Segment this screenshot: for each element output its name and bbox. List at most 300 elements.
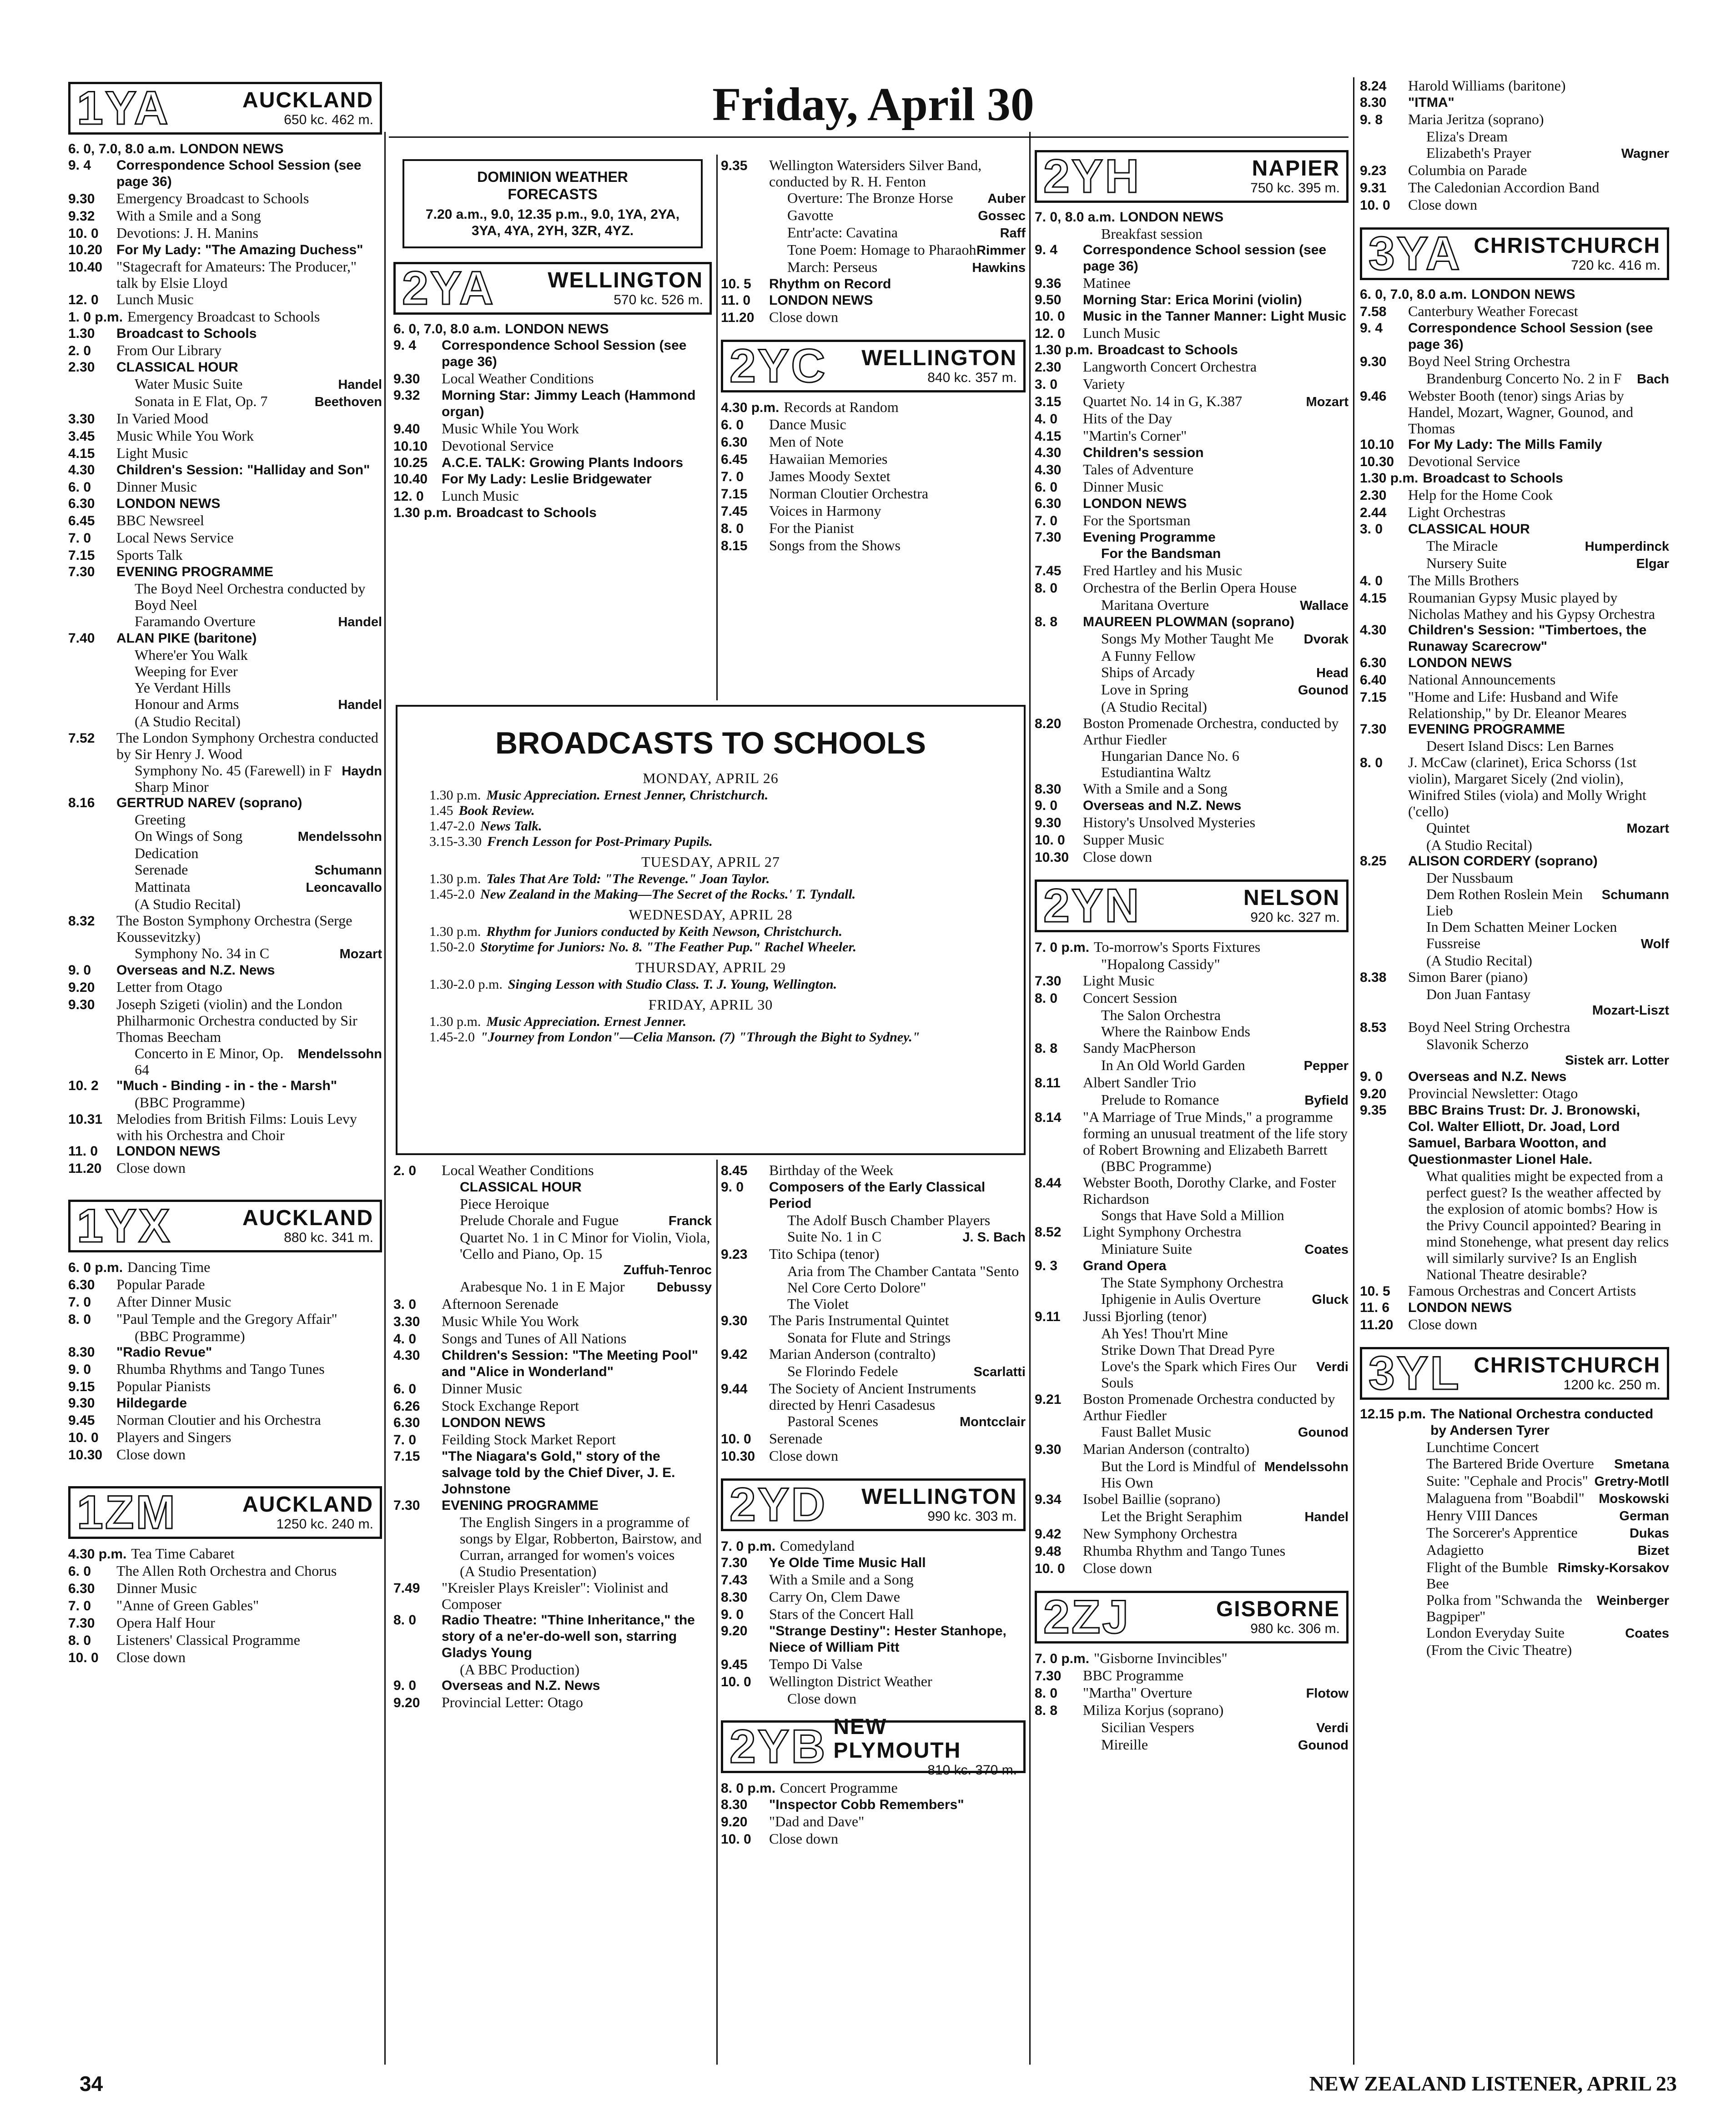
program-title: Broadcast to Schools	[116, 326, 257, 341]
program-entry	[1035, 376, 1349, 393]
program-title: BBC Brains Trust: Dr. J. Bronowski, Col. Walter Elliott, Dr. Joad, Lord Samuel, Barbara Wootton, and Questionmaster Lionel Hale.	[1408, 1103, 1640, 1167]
program-entry	[1360, 819, 1669, 837]
program-entry	[1360, 1316, 1669, 1333]
program-title: Hungarian Dance No. 6	[1101, 748, 1239, 764]
program-entry	[1035, 1441, 1349, 1458]
program-entry	[393, 1431, 712, 1448]
program-title: Devotional Service	[442, 437, 554, 454]
program-title: "Gisborne Invincibles"	[1094, 1650, 1228, 1666]
program-title: Malaguena from "Boabdil"	[1426, 1490, 1585, 1506]
program-title: The Allen Roth Orchestra and Chorus	[116, 1563, 337, 1579]
program-entry	[721, 451, 1026, 468]
program-time: 7.30	[1035, 974, 1062, 989]
program-time: 7.58	[1360, 304, 1387, 319]
program-entry	[1035, 1023, 1349, 1040]
composer: Montcclair	[959, 1415, 1026, 1429]
program-entry	[1360, 853, 1669, 870]
program-time: 9.30	[1035, 1442, 1062, 1457]
program-title: Serenade	[135, 861, 188, 878]
program-title: Honour and Arms	[135, 696, 239, 712]
program-title: Overture: The Bronze Horse	[787, 190, 953, 206]
program-title: Symphony No. 34 in C	[135, 945, 270, 961]
program-entry	[1035, 1525, 1349, 1543]
program-entry	[1035, 226, 1349, 242]
schools-day-heading: THURSDAY, APRIL 29	[635, 959, 786, 975]
program-entry	[1360, 303, 1669, 320]
program-title: "Inspector Cobb Remembers"	[769, 1797, 964, 1812]
station-header-3ya	[1360, 227, 1669, 280]
schools-entry	[429, 977, 992, 992]
program-title: "Kreisler Plays Kreisler": Violinist and Composer	[442, 1579, 669, 1612]
program-title: Voices in Harmony	[769, 503, 881, 519]
composer: Mozart	[339, 947, 382, 961]
schools-topic: News Talk.	[480, 819, 542, 834]
program-entry	[1035, 614, 1349, 630]
program-title: Serenade	[769, 1430, 823, 1447]
program-entry	[68, 912, 382, 945]
program-time: 9.45	[721, 1657, 748, 1672]
program-title: EVENING PROGRAMME	[442, 1498, 599, 1513]
program-entry	[721, 416, 1026, 433]
program-list	[721, 1162, 1026, 1465]
composer: Humperdinck	[1585, 539, 1669, 554]
station-header-1ya	[68, 82, 382, 135]
column-rule	[716, 155, 718, 700]
program-entry	[68, 1276, 382, 1293]
program-time: 8.30	[1360, 95, 1387, 110]
program-title: Flight of the Bumble Bee	[1426, 1559, 1548, 1592]
program-time: 6.30	[721, 435, 748, 450]
program-time: 7. 0	[1035, 513, 1058, 528]
program-title: BBC Programme	[1083, 1667, 1184, 1684]
program-entry	[721, 1312, 1026, 1329]
program-title: J. McCaw (clarinet), Erica Schorss (1st violin), Margaret Sicely (2nd violin), Winifred Stiles (viola) and Molly Wright ('cello)	[1408, 754, 1646, 819]
program-entry	[1035, 699, 1349, 715]
station-header-3yl	[1360, 1347, 1669, 1400]
program-entry	[1360, 1439, 1669, 1455]
program-time: 6. 0	[68, 1564, 91, 1579]
program-time: 6.30	[68, 1277, 95, 1292]
program-time: 7.15	[68, 548, 95, 563]
program-entry	[721, 1363, 1026, 1380]
station-frequency: 880 kc. 341 m.	[284, 1230, 373, 1245]
program-list	[68, 1259, 382, 1463]
program-entry	[1360, 1642, 1669, 1658]
program-time: 7.30	[1035, 1669, 1062, 1684]
program-time: 4. 0	[1360, 573, 1383, 588]
call-sign: 2YN	[1043, 880, 1141, 932]
station-name: AUCKLAND	[242, 88, 373, 112]
program-time: 2.30	[1035, 360, 1062, 375]
station-name: CHRISTCHURCH	[1474, 234, 1661, 258]
program-title: Matinee	[1083, 275, 1131, 291]
program-title: CLASSICAL HOUR	[460, 1180, 582, 1195]
station-name: AUCKLAND	[242, 1493, 373, 1517]
program-entry	[1035, 939, 1349, 956]
program-time: 9.30	[393, 372, 420, 387]
program-entry	[721, 1228, 1026, 1246]
program-title: Correspondence School session (see page 36)	[1083, 242, 1327, 274]
composer: Gluck	[1312, 1292, 1349, 1307]
program-entry	[68, 1045, 382, 1078]
program-entry	[393, 1229, 712, 1262]
program-title: "The Niagara's Gold," story of the salvage told by the Chief Diver, J. E. Johnstone	[442, 1449, 675, 1497]
program-time: 9.30	[1035, 815, 1062, 830]
schools-day-heading: FRIDAY, APRIL 30	[648, 996, 773, 1013]
program-time: 7.15	[721, 487, 748, 502]
program-entry	[68, 1563, 382, 1580]
program-entry	[1035, 1650, 1349, 1667]
program-title: For the Bandsman	[1101, 546, 1221, 561]
program-time: 9.11	[1035, 1309, 1061, 1324]
program-title: The Boston Symphony Orchestra (Serge Koussevitzky)	[116, 912, 352, 945]
program-title: Ah Yes! Thou'rt Mine	[1101, 1325, 1228, 1342]
program-entry	[721, 537, 1026, 554]
station-name: GISBORNE	[1216, 1597, 1340, 1621]
program-entry	[1360, 886, 1669, 919]
program-title: Nursery Suite	[1426, 555, 1507, 571]
program-entry	[721, 157, 1026, 190]
program-title: The State Symphony Orchestra	[1101, 1274, 1283, 1291]
composer: Coates	[1625, 1626, 1669, 1641]
program-entry	[393, 1262, 712, 1278]
program-entry	[1035, 1258, 1349, 1274]
program-time: 7.30	[393, 1498, 420, 1513]
program-entry	[68, 445, 382, 462]
composer: Raff	[1000, 226, 1026, 241]
program-title: "Paul Temple and the Gregory Affair"	[116, 1311, 337, 1327]
program-title: Overseas and N.Z. News	[116, 963, 275, 978]
program-entry	[393, 1179, 712, 1196]
program-title: Dinner Music	[116, 1580, 197, 1596]
program-list	[1360, 286, 1669, 1333]
program-title: Suite: "Cephale and Procis"	[1426, 1473, 1588, 1489]
program-time: 10.10	[1360, 437, 1394, 452]
program-entry	[1360, 504, 1669, 521]
program-time: 10. 0	[68, 1650, 99, 1665]
program-time: 7. 0	[393, 1432, 417, 1448]
program-title: James Moody Sextet	[769, 468, 891, 484]
program-title: Henry VIII Dances	[1426, 1507, 1538, 1523]
program-title: MAUREEN PLOWMAN (soprano)	[1083, 614, 1294, 629]
program-entry	[1360, 179, 1669, 196]
program-entry	[721, 1623, 1026, 1656]
program-entry	[1360, 196, 1669, 214]
call-sign: 1ZM	[77, 1486, 177, 1539]
program-title: Afternoon Serenade	[442, 1296, 559, 1312]
program-entry	[68, 1632, 382, 1649]
program-entry	[68, 1111, 382, 1143]
program-time: 2. 0	[393, 1163, 417, 1178]
program-entry	[68, 291, 382, 308]
program-entry	[1035, 956, 1349, 972]
program-entry	[68, 1361, 382, 1378]
program-title: Players and Singers	[116, 1429, 231, 1445]
station-name: CHRISTCHURCH	[1474, 1353, 1661, 1377]
program-title: Dinner Music	[442, 1380, 522, 1397]
program-title: Roumanian Gypsy Music played by Nicholas Mathey and his Gypsy Orchestra	[1408, 589, 1655, 622]
program-entry	[68, 795, 382, 811]
program-entry	[393, 1612, 712, 1661]
program-title: The Society of Ancient Instruments directed by Henri Casadesus	[769, 1380, 976, 1413]
schools-time: 3.15-3.30	[429, 834, 482, 849]
program-time: 3.15	[1035, 394, 1062, 409]
program-entry	[68, 564, 382, 580]
program-title: Ye Verdant Hills	[135, 679, 231, 696]
program-time: 9.20	[393, 1695, 420, 1710]
program-title: Carry On, Clem Dawe	[769, 1588, 900, 1605]
program-entry	[393, 455, 712, 471]
program-entry	[68, 762, 382, 795]
program-title: Orchestra of the Berlin Opera House	[1083, 579, 1297, 596]
program-title: Love in Spring	[1101, 681, 1188, 698]
composer: Franck	[668, 1214, 712, 1228]
station-header-1zm	[68, 1486, 382, 1539]
composer: Beethoven	[314, 395, 382, 409]
program-title: Desert Island Discs: Len Barnes	[1426, 738, 1614, 754]
program-time: 6.30	[68, 1581, 95, 1596]
program-entry	[1035, 1074, 1349, 1091]
station-frequency: 980 kc. 306 m.	[1250, 1621, 1340, 1636]
program-time: 8.20	[1035, 716, 1062, 731]
call-sign: 3YA	[1369, 227, 1462, 280]
program-time: 7.52	[68, 731, 95, 746]
program-entry	[721, 1448, 1026, 1465]
schools-time: 1.50-2.0	[429, 940, 475, 955]
program-entry	[721, 1555, 1026, 1571]
program-title: Radio Theatre: "Thine Inheritance," the story of a ne'er-do-well son, starring Gladys Young	[442, 1613, 695, 1660]
program-time: 7.45	[1035, 563, 1062, 578]
schools-topic: Music Appreciation. Ernest Jenner, Christchurch.	[486, 788, 769, 803]
program-entry	[68, 828, 382, 845]
program-time: 12. 0	[68, 292, 99, 307]
schools-time: 1.30 p.m.	[429, 1014, 481, 1029]
program-title: Symphony No. 45 (Farewell) in F Sharp Minor	[135, 762, 332, 795]
program-title: Songs My Mother Taught Me	[1101, 630, 1274, 647]
program-title: LONDON NEWS	[180, 141, 284, 156]
program-time: 9.44	[721, 1382, 748, 1397]
call-sign: 1YX	[77, 1200, 172, 1252]
program-entry	[1360, 95, 1669, 111]
program-entry	[1035, 496, 1349, 512]
program-title: Mireille	[1101, 1736, 1148, 1753]
program-title: Sports Talk	[116, 547, 183, 563]
program-time: 8.15	[721, 538, 748, 553]
program-entry	[1035, 648, 1349, 664]
program-time: 4.30	[1035, 445, 1062, 460]
program-title: Close down	[1083, 849, 1152, 865]
program-time: 8. 8	[1035, 614, 1058, 629]
program-entry	[1035, 461, 1349, 478]
program-title: Pastoral Scenes	[787, 1413, 878, 1429]
program-entry	[1035, 342, 1349, 358]
program-time: 1.30 p.m.	[1360, 471, 1419, 486]
program-time: 8.30	[721, 1590, 748, 1605]
program-entry	[68, 1378, 382, 1395]
composer: Smetana	[1614, 1457, 1669, 1472]
program-time: 6.45	[68, 513, 95, 528]
program-entry	[68, 613, 382, 630]
station-frequency: 920 kc. 327 m.	[1250, 910, 1340, 925]
composer: Dukas	[1629, 1526, 1669, 1541]
program-title: The Violet	[787, 1296, 849, 1312]
program-title: Light Music	[1083, 972, 1155, 989]
program-entry	[1035, 1560, 1349, 1577]
program-title: Breakfast session	[1101, 226, 1203, 242]
program-entry	[1035, 242, 1349, 275]
program-entry	[1035, 1207, 1349, 1223]
program-title: Records at Random	[784, 399, 899, 415]
program-title: "Anne of Green Gables"	[116, 1597, 259, 1613]
program-entry	[68, 326, 382, 342]
program-title: Devotions: J. H. Manins	[116, 225, 258, 241]
program-title: Overseas and N.Z. News	[1408, 1069, 1567, 1084]
program-time: 6. 0, 7.0, 8.0 a.m.	[68, 141, 176, 156]
program-time: 8. 0	[68, 1633, 91, 1648]
program-entry	[721, 1673, 1026, 1690]
page-title: Friday, April 30	[712, 78, 1034, 131]
program-entry	[721, 1413, 1026, 1430]
program-title: Norman Cloutier Orchestra	[769, 485, 929, 502]
program-time: 7.40	[68, 631, 95, 646]
program-time: 9. 0	[393, 1678, 417, 1693]
program-entry	[1035, 1091, 1349, 1109]
station-header-1yx	[68, 1200, 382, 1252]
program-entry	[1035, 478, 1349, 496]
program-entry	[1360, 689, 1669, 721]
program-entry	[68, 630, 382, 647]
station-frequency: 720 kc. 416 m.	[1571, 258, 1661, 273]
program-time: 9.21	[1035, 1392, 1062, 1407]
program-title: Composers of the Early Classical Period	[769, 1180, 986, 1211]
program-title: "Dad and Dave"	[769, 1813, 865, 1830]
program-entry	[1035, 972, 1349, 990]
program-title: With a Smile and a Song	[769, 1571, 914, 1588]
program-entry	[1360, 572, 1669, 589]
program-entry	[1035, 562, 1349, 579]
program-title: Close down	[1083, 1560, 1152, 1576]
program-time: 10.30	[1360, 454, 1394, 469]
composer: Mendelssohn	[297, 1047, 382, 1061]
program-title: Concert Session	[1083, 990, 1177, 1006]
program-entry	[1360, 754, 1669, 819]
program-title: Children's Session: "The Meeting Pool" and "Alice in Wonderland"	[442, 1348, 698, 1379]
program-entry	[68, 1160, 382, 1177]
program-title: The Miracle	[1426, 538, 1498, 554]
program-title: LONDON NEWS	[116, 496, 221, 511]
schools-topic: Book Review.	[458, 803, 535, 818]
program-entry	[68, 1412, 382, 1429]
program-entry	[68, 207, 382, 225]
program-title: Tito Schipa (tenor)	[769, 1246, 880, 1262]
program-title: (A Studio Presentation)	[460, 1563, 597, 1579]
program-time: 3. 0	[1360, 522, 1383, 537]
program-time: 10.40	[393, 472, 428, 487]
program-title: In An Old World Garden	[1101, 1057, 1245, 1073]
program-title: On Wings of Song	[135, 828, 243, 844]
program-title: "ITMA"	[1408, 95, 1454, 110]
program-time: 9.35	[1360, 1103, 1387, 1118]
composer: Byfield	[1304, 1093, 1349, 1108]
program-entry	[393, 370, 712, 387]
station-frequency: 810 kc. 370 m.	[927, 1763, 1017, 1778]
program-entry	[393, 1397, 712, 1415]
program-time: 3.30	[68, 412, 95, 427]
program-entry	[1035, 715, 1349, 748]
program-title: LONDON NEWS	[1119, 210, 1224, 225]
program-title: Music in the Tanner Manner: Light Music	[1083, 309, 1347, 324]
program-time: 8.45	[721, 1163, 748, 1178]
program-entry	[1360, 162, 1669, 179]
program-title: Ships of Arcady	[1101, 664, 1195, 680]
program-time: 9.34	[1035, 1492, 1062, 1507]
program-title: Children's Session: "Halliday and Son"	[116, 462, 370, 477]
program-entry	[1035, 1684, 1349, 1702]
composer: Gounod	[1298, 683, 1349, 698]
program-entry	[721, 468, 1026, 485]
program-time: 10.20	[68, 242, 103, 257]
program-title: The Paris Instrumental Quintet	[769, 1312, 949, 1328]
program-entry	[1360, 1300, 1669, 1316]
program-entry	[68, 896, 382, 912]
program-list	[1360, 1406, 1669, 1658]
program-title: Concerto in E Minor, Op. 64	[135, 1045, 284, 1078]
program-entry	[721, 485, 1026, 503]
program-title: (A Studio Recital)	[135, 896, 241, 912]
program-title: Help for the Home Cook	[1408, 487, 1553, 503]
program-entry	[1035, 630, 1349, 648]
program-entry	[721, 1830, 1026, 1848]
program-title: In Dem Schatten Meiner Locken	[1426, 919, 1617, 935]
program-title: Boyd Neel String Orchestra	[1408, 1019, 1570, 1035]
program-entry	[1035, 275, 1349, 292]
call-sign: 2YC	[730, 340, 827, 392]
program-time: 7.49	[393, 1581, 420, 1596]
program-title: Suite No. 1 in C	[787, 1228, 882, 1245]
program-entry	[721, 1329, 1026, 1346]
program-title: Light Music	[116, 445, 188, 461]
program-title: Sandy MacPherson	[1083, 1040, 1196, 1056]
program-title: Lunch Music	[116, 291, 194, 307]
program-time: 6.40	[1360, 673, 1387, 688]
program-title: LONDON NEWS	[1408, 1300, 1512, 1315]
program-title: Dinner Music	[1083, 478, 1163, 495]
program-title: Music While You Work	[442, 420, 579, 437]
program-time: 9. 0	[1360, 1069, 1383, 1084]
weather-text: 7.20 a.m., 9.0, 12.35 p.m., 9.0, 1YA, 2YA, 3YA, 4YA, 2YH, 3ZR, 4YZ.	[425, 207, 680, 238]
call-sign: 3YL	[1369, 1347, 1461, 1400]
program-time: 10.30	[1035, 850, 1069, 865]
program-title: LONDON NEWS	[1471, 287, 1575, 302]
program-time: 3. 0	[393, 1297, 417, 1312]
composer: Elgar	[1636, 557, 1669, 571]
program-list	[1035, 939, 1349, 1577]
column-2-lower	[393, 1162, 712, 1711]
program-entry	[721, 292, 1026, 309]
program-time: 6.45	[721, 452, 748, 467]
program-time: 11. 0	[68, 1144, 98, 1159]
station-name: NAPIER	[1252, 156, 1340, 181]
program-time: 4.30	[1035, 462, 1062, 477]
composer: Zuffuh-Tenroc	[623, 1263, 712, 1277]
program-entry	[1035, 1423, 1349, 1441]
program-title: "A Marriage of True Minds," a programme forming an unusual treatment of the life story of Robert Browning and Elizabeth Barrett	[1083, 1109, 1348, 1158]
call-sign: 2YA	[402, 262, 495, 315]
program-title: Local Weather Conditions	[442, 370, 594, 387]
program-time: 8.30	[721, 1797, 748, 1812]
program-time: 7. 0	[721, 469, 744, 484]
program-entry	[1035, 546, 1349, 562]
